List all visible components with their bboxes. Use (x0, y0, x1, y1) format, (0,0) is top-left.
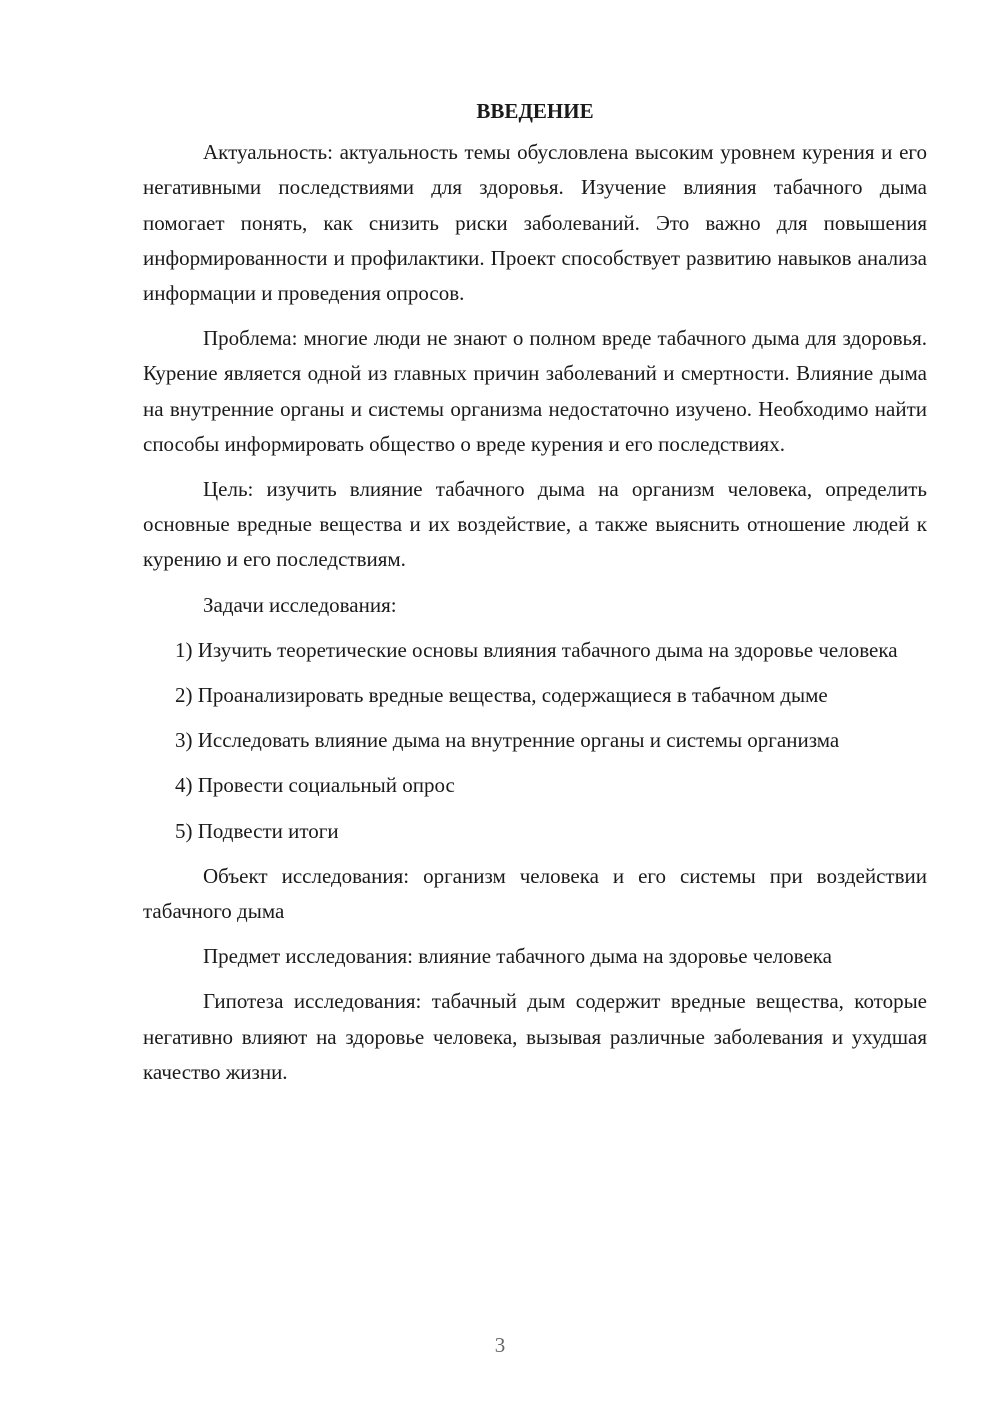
object-paragraph: Объект исследования: организм человека и его системы при воздействии табачного дыма (143, 863, 927, 924)
section-heading: ВВЕДЕНИЕ (476, 99, 594, 123)
document-page (143, 94, 927, 1100)
problem-paragraph: Проблема: многие люди не знают о полном вреде табачного дыма для здоровья. Курение является одной из главных причин заболеваний и смертности. Влияние дыма на внутренние органы и системы организма недостаточно изучено. Необходимо найти способы информировать общество о вреде курения и его последствиях. (143, 326, 927, 456)
tasks-title: Задачи исследования: (203, 592, 397, 617)
page-number: 3 (494, 1333, 506, 1357)
task-item-4: 4) Провести социальный опрос (175, 773, 455, 798)
subject-paragraph: Предмет исследования: влияние табачного дыма на здоровье человека (203, 944, 832, 969)
hypothesis-paragraph: Гипотеза исследования: табачный дым содержит вредные вещества, которые негативно влияют на здоровье человека, вызывая различные заболевания и ухудшая качество жизни. (143, 989, 927, 1084)
goal-paragraph: Цель: изучить влияние табачного дыма на организм человека, определить основные вредные вещества и их воздействие, а также выяснить отношение людей к курению и его последствиям. (143, 477, 927, 572)
task-item-5: 5) Подвести итоги (175, 818, 339, 843)
relevance-paragraph: Актуальность: актуальность темы обусловлена высоким уровнем курения и его негативными последствиями для здоровья. Изучение влияния табачного дыма помогает понять, как снизить риски заболеваний. Это важно для повышения информированности и профилактики. Проект способствует развитию навыков анализа информации и проведения опросов. (143, 140, 927, 306)
task-item-1: 1) Изучить теоретические основы влияния табачного дыма на здоровье человека (175, 637, 898, 662)
task-item-3: 3) Исследовать влияние дыма на внутренние органы и системы организма (175, 728, 840, 753)
task-item-2: 2) Проанализировать вредные вещества, содержащиеся в табачном дыме (175, 683, 828, 708)
